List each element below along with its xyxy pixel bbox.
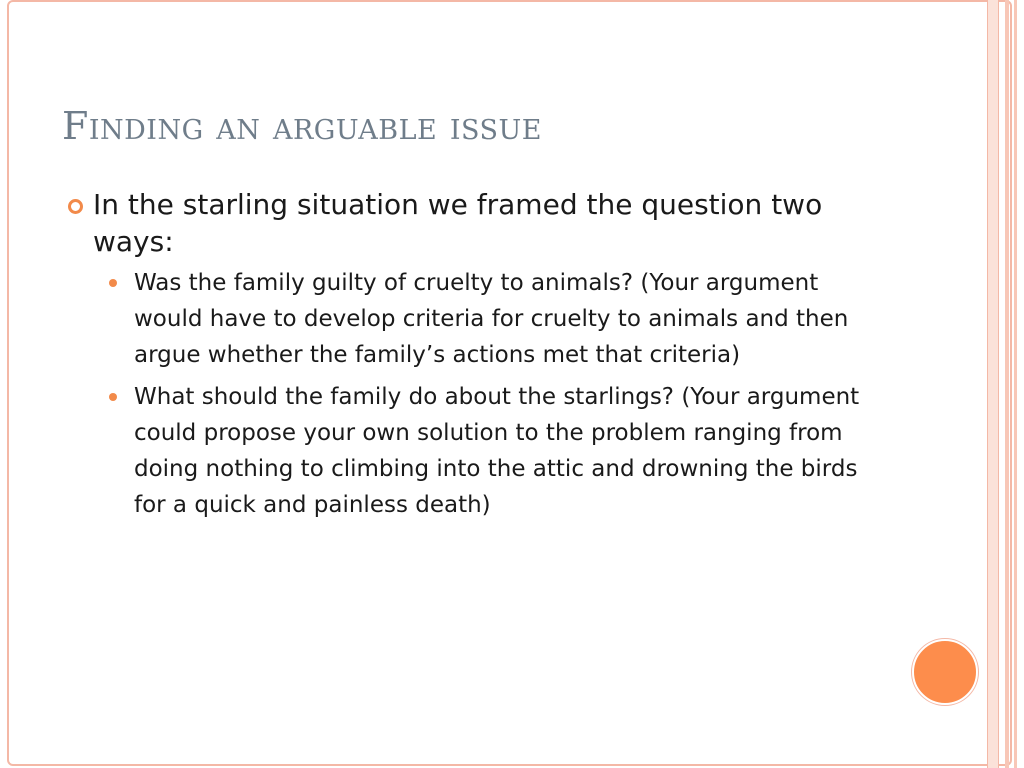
sub-bullet-text: What should the family do about the starlings? (Your argument could propose your own solution to the problem ranging from doing nothing to climbing into the attic and drowning the birds for a quick and painless death) xyxy=(134,384,860,518)
dot-bullet-icon xyxy=(109,279,117,287)
bullet-level-1 xyxy=(68,186,888,260)
slide-body xyxy=(68,186,888,529)
slide-title: Finding an arguable issue xyxy=(62,104,542,148)
ring-bullet-icon xyxy=(68,199,83,214)
sub-bullet-list xyxy=(68,265,888,523)
decorative-stripe-wide xyxy=(987,0,999,768)
decorative-stripe-thin xyxy=(1005,0,1009,768)
bullet-level-2 xyxy=(109,379,879,523)
decorative-circle xyxy=(912,639,978,705)
bullet-text: In the starling situation we framed the question two ways: xyxy=(93,188,823,258)
decorative-stripe-thin xyxy=(1014,0,1017,768)
dot-bullet-icon xyxy=(109,393,117,401)
bullet-level-2 xyxy=(109,265,879,373)
sub-bullet-text: Was the family guilty of cruelty to animals? (Your argument would have to develop criteria for cruelty to animals and then argue whether the family’s actions met that criteria) xyxy=(134,270,849,368)
